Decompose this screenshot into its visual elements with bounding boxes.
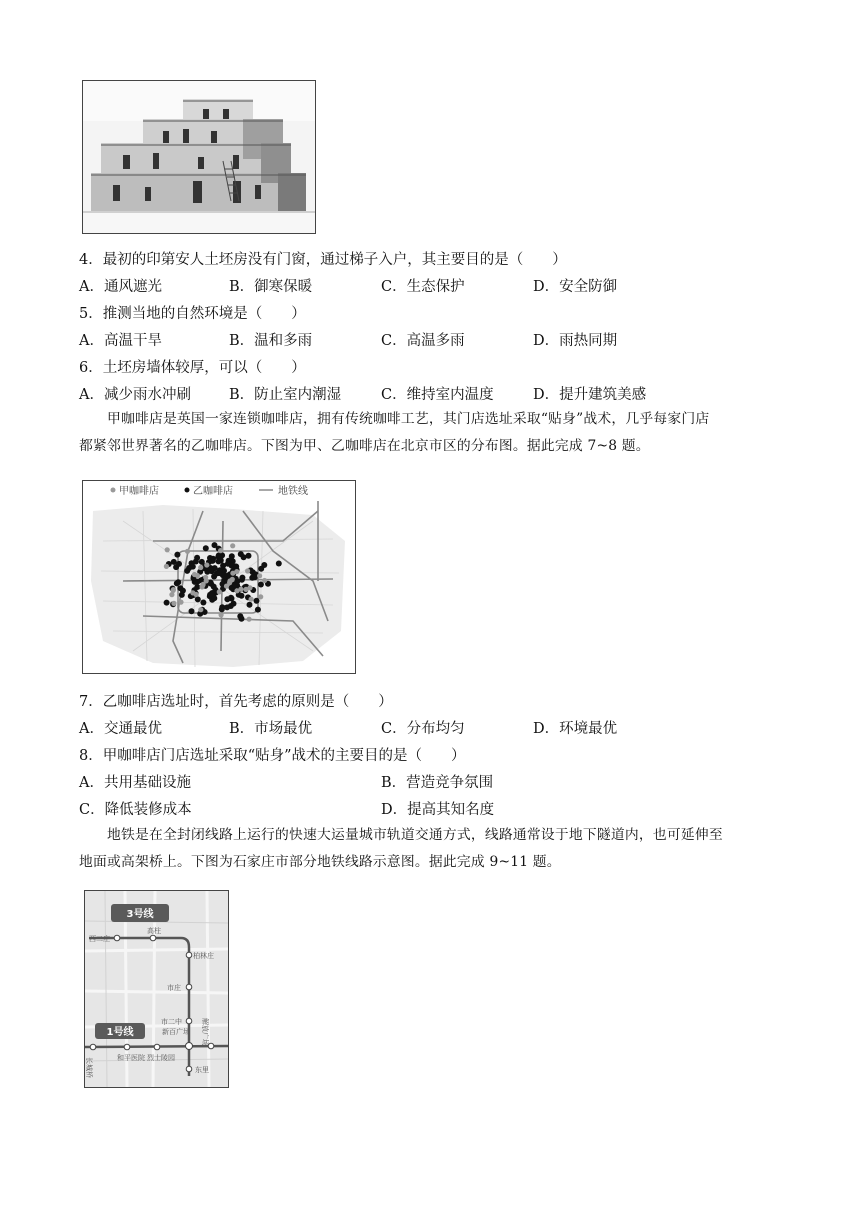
q7-option-c: C．分布均匀	[381, 721, 465, 737]
yi-coffee-dot	[203, 545, 209, 551]
yi-coffee-dot	[171, 559, 177, 565]
yi-coffee-dot	[254, 598, 260, 604]
coffee-distribution-map	[82, 480, 356, 674]
station-dongli-label: 东里	[195, 1066, 209, 1074]
jia-coffee-dot	[200, 583, 205, 588]
station-bailinzhuang-label: 柏林庄	[193, 952, 214, 960]
jia-coffee-dot	[218, 548, 223, 553]
jia-coffee-dot	[219, 612, 224, 617]
yi-coffee-dot	[252, 574, 258, 580]
station-xierzhuang-marker	[114, 935, 120, 941]
yi-coffee-dot	[176, 561, 182, 567]
q4-option-a: A．通风遮光	[79, 279, 162, 295]
yi-coffee-dot	[224, 596, 230, 602]
coffee-passage-line2: 都紧邻世界著名的乙咖啡店。下图为甲、乙咖啡店在北京市区的分布图。据此完成 7~8 题。	[79, 438, 650, 454]
station-dongli-marker	[186, 1066, 192, 1072]
yi-coffee-dot	[174, 552, 180, 558]
station-shierzhong-marker	[186, 1018, 192, 1024]
map-legend	[111, 484, 309, 497]
question-8-stem: 8．甲咖啡店门店选址采取“贴身”战术的主要目的是（ ）	[79, 748, 466, 764]
q8-option-d: D．提高其知名度	[381, 802, 495, 818]
legend-jia-marker	[111, 488, 116, 493]
yi-coffee-dot	[247, 602, 253, 608]
station-hepingyiyuan-marker	[124, 1044, 130, 1050]
question-5-stem: 5．推测当地的自然环境是（ ）	[79, 306, 306, 322]
q7-option-b: B．市场最优	[229, 721, 313, 737]
station-lieshilingyuan-label: 烈士陵园	[147, 1054, 175, 1062]
legend-yi-label: 乙咖啡店	[193, 486, 233, 497]
station-changchengqiao-label: 长城桥	[85, 1057, 93, 1078]
legend-yi-marker	[185, 488, 190, 493]
coffee-passage-line1: 甲咖啡店是英国一家连锁咖啡店，拥有传统咖啡工艺，其门店选址采取“贴身”战术，几乎每家门店	[107, 411, 710, 427]
jia-coffee-dot	[198, 565, 203, 570]
q5-option-c: C．高温多雨	[381, 333, 465, 349]
station-bailinzhuang-marker	[186, 952, 192, 958]
metro-passage	[79, 822, 779, 876]
station-xinbaiguangchang-label: 新百广场	[162, 1028, 190, 1036]
metro-passage-line2: 地面或高架桥上。下图为石家庄市部分地铁线路示意图。据此完成 9~11 题。	[79, 854, 561, 870]
jia-coffee-dot	[192, 572, 197, 577]
yi-coffee-dot	[199, 559, 205, 565]
yi-coffee-dot	[276, 561, 282, 567]
station-changchengqiao-marker	[90, 1044, 96, 1050]
station-xinbaiguangchang-marker	[186, 1043, 193, 1050]
jia-coffee-dot	[185, 549, 190, 554]
metro-passage-line1: 地铁是在全封闭线路上运行的快速大运量城市轨道交通方式，线路通常设于地下隧道内，也可延伸至	[107, 827, 723, 843]
yi-coffee-dot	[216, 570, 222, 576]
yi-coffee-dot	[246, 553, 252, 559]
yi-coffee-dot	[234, 578, 240, 584]
jia-coffee-dot	[194, 592, 199, 597]
jia-coffee-dot	[164, 564, 169, 569]
jia-coffee-dot	[245, 568, 250, 573]
jia-coffee-dot	[249, 597, 254, 602]
legend-jia-label: 甲咖啡店	[119, 486, 159, 497]
q4-option-c: C．生态保护	[381, 279, 465, 295]
jia-coffee-dot	[258, 594, 263, 599]
yi-coffee-dot	[219, 606, 225, 612]
q8-option-b: B．营造竞争氛围	[381, 775, 494, 791]
jia-coffee-dot	[234, 588, 239, 593]
yi-coffee-dot	[189, 608, 195, 614]
jia-coffee-dot	[227, 580, 232, 585]
yi-coffee-dot	[174, 580, 180, 586]
q5-option-a: A．高温干旱	[79, 333, 162, 349]
jia-coffee-dot	[204, 562, 209, 567]
legend-subway-label: 地铁线	[278, 486, 308, 497]
yi-coffee-dot	[193, 559, 199, 565]
jia-coffee-dot	[230, 543, 235, 548]
adobe-house-photo	[82, 80, 316, 234]
station-gaozhu-marker	[150, 935, 156, 941]
q6-option-d: D．提升建筑美感	[533, 387, 647, 403]
station-hepingyiyuan-label: 和平医院	[117, 1054, 145, 1062]
q5-option-d: D．雨热同期	[533, 333, 618, 349]
jia-coffee-dot	[169, 592, 174, 597]
yi-coffee-dot	[164, 600, 170, 606]
q7-option-d: D．环境最优	[533, 721, 618, 737]
yi-coffee-dot	[195, 596, 201, 602]
q7-option-a: A．交通最优	[79, 721, 162, 737]
yi-coffee-dot	[208, 567, 214, 573]
q8-option-c: C．降低装修成本	[79, 802, 192, 818]
yi-coffee-dot	[224, 604, 230, 610]
coffee-passage	[79, 406, 779, 460]
yi-coffee-dot	[218, 557, 224, 563]
q8-option-a: A．共用基础设施	[79, 775, 191, 791]
q6-option-c: C．维持室内温度	[381, 387, 494, 403]
yi-coffee-dot	[225, 561, 231, 567]
station-gaozhu-label: 高柱	[147, 927, 161, 935]
yi-coffee-dot	[238, 551, 244, 557]
yi-coffee-dot	[179, 592, 185, 598]
jia-coffee-dot	[217, 589, 222, 594]
jia-coffee-dot	[230, 571, 235, 576]
jia-coffee-dot	[243, 587, 248, 592]
yi-coffee-dot	[211, 595, 217, 601]
station-xierzhuang-label: 西二庄	[89, 935, 110, 943]
jia-coffee-dot	[165, 547, 170, 552]
station-shizhuang-marker	[186, 984, 192, 990]
q6-option-a: A．减少雨水冲刷	[79, 387, 191, 403]
yi-coffee-dot	[209, 590, 215, 596]
jia-coffee-dot	[203, 575, 208, 580]
jia-coffee-dot	[198, 607, 203, 612]
jia-coffee-dot	[257, 573, 262, 578]
line3-label: 3号线	[126, 909, 154, 920]
station-shierzhong-label: 市二中	[161, 1018, 182, 1026]
yi-coffee-dot	[237, 613, 243, 619]
jia-coffee-dot	[247, 617, 252, 622]
q5-option-b: B．温和多雨	[229, 333, 313, 349]
question-6-stem: 6．土坯房墙体较厚，可以（ ）	[79, 360, 306, 376]
yi-coffee-dot	[231, 601, 237, 607]
station-jiefangguangchang-label: 解放广场	[201, 1018, 209, 1046]
metro-line-map	[84, 890, 229, 1088]
q4-option-d: D．安全防御	[533, 279, 618, 295]
yi-coffee-dot	[261, 562, 267, 568]
yi-coffee-dot	[255, 607, 261, 613]
q4-option-b: B．御寒保暖	[229, 279, 313, 295]
jia-coffee-dot	[262, 578, 267, 583]
yi-coffee-dot	[194, 584, 200, 590]
question-4-stem: 4．最初的印第安人土坯房没有门窗，通过梯子入户，其主要目的是（ ）	[79, 252, 567, 268]
station-shizhuang-label: 市庄	[167, 984, 181, 992]
q6-option-b: B．防止室内潮湿	[229, 387, 342, 403]
line1-label: 1号线	[106, 1027, 134, 1038]
jia-coffee-dot	[171, 601, 176, 606]
yi-coffee-dot	[186, 565, 192, 571]
station-lieshilingyuan-marker	[154, 1044, 160, 1050]
jia-coffee-dot	[178, 600, 183, 605]
yi-coffee-dot	[200, 600, 206, 606]
question-7-stem: 7．乙咖啡店选址时，首先考虑的原则是（ ）	[79, 694, 393, 710]
